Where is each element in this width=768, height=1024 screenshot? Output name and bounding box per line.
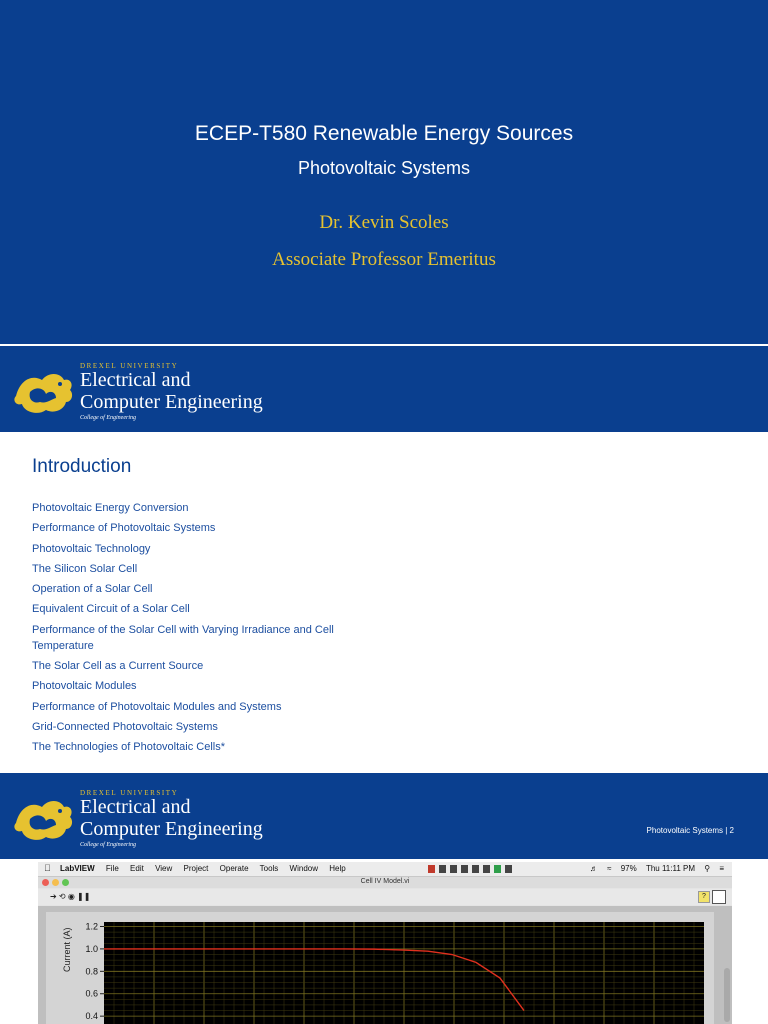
wifi-icon[interactable]: ≈: [607, 864, 612, 873]
labview-screenshot: [38, 862, 732, 1024]
menu-tools[interactable]: Tools: [259, 864, 279, 873]
list-item: Performance of Photovoltaic Systems: [32, 522, 216, 535]
dragon-icon: [12, 793, 76, 845]
menu-view[interactable]: View: [155, 864, 173, 873]
menu-list-icon[interactable]: ≡: [719, 864, 724, 873]
list-item: Performance of the Solar Cell with Varying Irradiance and Cell Temperature: [32, 623, 334, 652]
drive-icon[interactable]: [450, 865, 457, 873]
drexel-logo: [12, 360, 312, 426]
list-item: Photovoltaic Energy Conversion: [32, 502, 189, 514]
list-item: The Silicon Solar Cell: [32, 562, 138, 575]
menu-edit[interactable]: Edit: [130, 864, 144, 873]
intro-heading: Introduction: [32, 456, 132, 477]
title-slide: [0, 0, 768, 344]
list-item: Grid-Connected Photovoltaic Systems: [32, 720, 218, 733]
status-area: [583, 864, 724, 873]
transfer-icon[interactable]: [472, 865, 479, 873]
vi-toolbar: [38, 889, 732, 905]
battery-app-icon[interactable]: [494, 865, 501, 873]
menu-labview[interactable]: LabVIEW: [60, 864, 95, 873]
list-item: Equivalent Circuit of a Solar Cell: [32, 603, 190, 616]
college-name: College of Engineering: [80, 842, 136, 848]
banner-bottom: [0, 773, 768, 859]
y-axis-label: Current (A): [62, 927, 72, 972]
drexel-logo: [12, 787, 312, 853]
department-line2: Computer Engineering: [80, 818, 263, 840]
front-panel: [38, 906, 732, 1024]
intro-topic-list: [32, 500, 362, 760]
mac-menubar: [38, 862, 732, 877]
y-tick-label: 0.8: [85, 966, 98, 977]
clock[interactable]: Thu 11:11 PM: [645, 864, 695, 873]
help-icon[interactable]: ?: [698, 891, 710, 903]
college-name: College of Engineering: [80, 415, 136, 421]
menu-operate[interactable]: Operate: [219, 864, 249, 873]
run-controls[interactable]: ➔ ⟲ ◉ ❚❚: [50, 892, 91, 901]
y-tick-label: 0.4: [85, 1011, 98, 1022]
dropbox-icon[interactable]: [483, 865, 490, 873]
search-icon[interactable]: ⚲: [704, 864, 711, 873]
time-machine-icon[interactable]: [505, 865, 512, 873]
record-icon[interactable]: [428, 865, 435, 873]
menu-project[interactable]: Project: [183, 864, 209, 873]
y-tick-label: 1.2: [85, 921, 98, 932]
vi-icon[interactable]: [712, 890, 726, 904]
university-name: DREXEL UNIVERSITY: [80, 789, 179, 797]
home-icon[interactable]: [461, 865, 468, 873]
topic-title: Photovoltaic Systems: [297, 158, 471, 178]
volume-icon[interactable]: ♬: [589, 864, 598, 873]
university-name: DREXEL UNIVERSITY: [80, 362, 179, 370]
y-tick-label: 0.6: [85, 988, 98, 999]
scrollbar[interactable]: [724, 968, 730, 1022]
list-item: Operation of a Solar Cell: [32, 583, 153, 596]
list-item: The Technologies of Photovoltaic Cells*: [32, 741, 226, 754]
menu-window[interactable]: Window: [289, 864, 318, 873]
list-item: The Solar Cell as a Current Source: [32, 660, 204, 673]
window-title: Cell IV Model.vi: [360, 878, 410, 885]
battery-level[interactable]: 97%: [620, 864, 637, 873]
banner-top: [0, 346, 768, 432]
department-line1: Electrical and: [80, 796, 191, 818]
iv-graph-plot: [46, 912, 714, 1024]
department-line2: Computer Engineering: [80, 391, 263, 413]
list-item: Photovoltaic Modules: [32, 680, 137, 693]
department-line1: Electrical and: [80, 369, 191, 391]
list-item: Performance of Photovoltaic Modules and Systems: [32, 700, 282, 713]
dragon-icon: [12, 366, 76, 418]
tray-icons: [428, 865, 516, 875]
list-item: Photovoltaic Technology: [32, 542, 151, 555]
menu-help[interactable]: Help: [329, 864, 346, 873]
network-icon[interactable]: [439, 865, 446, 873]
menu-file[interactable]: File: [105, 864, 119, 873]
menu-list: [60, 864, 355, 873]
course-title: ECEP-T580 Renewable Energy Sources: [194, 122, 574, 145]
author-title: Associate Professor Emeritus: [272, 249, 496, 270]
slide-footer: Photovoltaic Systems | 2: [646, 826, 734, 835]
apple-icon[interactable]: [44, 863, 51, 873]
iv-graph: [46, 912, 714, 1024]
author-name: Dr. Kevin Scoles: [319, 212, 449, 233]
window-titlebar: [38, 877, 732, 888]
y-tick-label: 1.0: [85, 943, 98, 954]
